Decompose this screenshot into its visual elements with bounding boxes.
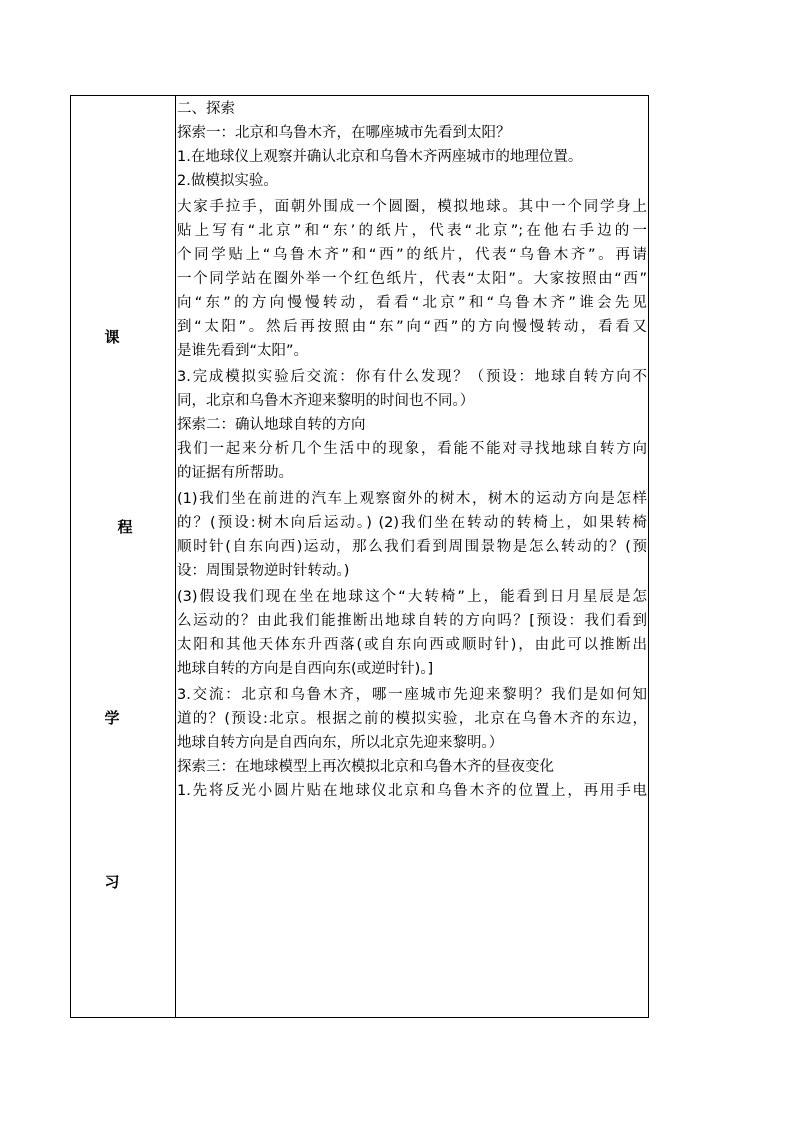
content-line: (3)假设我们现在坐在地球这个“大转椅”上，能看到日月星辰是怎 <box>177 589 647 605</box>
content-line: 3.交流：北京和乌鲁木齐，哪一座城市先迎来黎明？我们是如何知 <box>177 687 647 703</box>
content-line: 地球自转的方向是自西向东(或逆时针)。] <box>177 661 434 677</box>
content-line: 道的？(预设:北京。根据之前的模拟实验，北京在乌鲁木齐的东边， <box>177 711 647 727</box>
lesson-content-column <box>177 97 647 803</box>
section-label-column <box>71 96 176 1017</box>
content-line: 太阳和其他天体东升西落(或自东向西或顺时针)，由此可以推断出 <box>177 637 647 653</box>
content-line: 么运动的？由此我们能推断出地球自转的方向吗？[预设：我们看到 <box>177 613 647 629</box>
side-label-char: 课 <box>104 328 120 346</box>
content-line: 地球自转方向是自西向东，所以北京先迎来黎明。） <box>177 735 504 751</box>
content-line: (1)我们坐在前进的汽车上观察窗外的树木，树木的运动方向是怎样 <box>177 491 647 507</box>
side-label-char: 习 <box>104 873 120 891</box>
lesson-table <box>70 95 649 1018</box>
content-line: 3.完成模拟实验后交流：你有什么发现？（预设：地球自转方向不 <box>177 369 647 385</box>
content-line: 二、探索 <box>177 101 235 117</box>
content-line: 探索二：确认地球自转的方向 <box>177 417 366 433</box>
content-line: 顺时针(自东向西)运动，那么我们看到周围景物是怎么转动的？(预 <box>177 539 647 555</box>
side-label-char: 学 <box>104 709 120 727</box>
content-line: 的？(预设:树木向后运动。) (2)我们坐在转动的转椅上，如果转椅 <box>177 515 647 531</box>
content-line: 个同学贴上“乌鲁木齐”和“西”的纸片，代表“乌鲁木齐”。再请 <box>177 247 647 263</box>
content-line: 向“东”的方向慢慢转动，看看“北京”和“乌鲁木齐”谁会先见 <box>177 295 647 311</box>
content-line: 贴上写有“北京”和“东’的纸片，代表“北京”;在他右手边的一 <box>177 223 647 239</box>
content-line: 一个同学站在圈外举一个红色纸片，代表“太阳”。大家按照由“西” <box>177 271 647 287</box>
content-line: 探索三：在地球模型上再次模拟北京和乌鲁木齐的昼夜变化 <box>177 759 554 775</box>
content-line: 同，北京和乌鲁木齐迎来黎明的时间也不同。） <box>177 393 475 409</box>
content-line: 到“太阳”。然后再按照由“东”向“西”的方向慢慢转动，看看又 <box>177 319 647 335</box>
content-line: 我们一起来分析几个生活中的现象，看能不能对寻找地球自转方向 <box>177 441 647 457</box>
content-line: 1.在地球仪上观察并确认北京和乌鲁木齐两座城市的地理位置。 <box>177 149 583 165</box>
content-line: 大家手拉手，面朝外围成一个圆圈，模拟地球。其中一个同学身上 <box>177 199 647 215</box>
content-line: 1.先将反光小圆片贴在地球仪北京和乌鲁木齐的位置上，再用手电 <box>177 783 647 799</box>
content-line: 设：周围景物逆时针转动。) <box>177 563 350 579</box>
content-line: 的证据有所帮助。 <box>177 465 293 481</box>
content-line: 2.做模拟实验。 <box>177 173 278 189</box>
side-label-char: 程 <box>117 518 133 536</box>
content-line: 是谁先看到“太阳”。 <box>177 343 309 359</box>
content-line: 探索一：北京和乌鲁木齐，在哪座城市先看到太阳？ <box>177 125 511 141</box>
